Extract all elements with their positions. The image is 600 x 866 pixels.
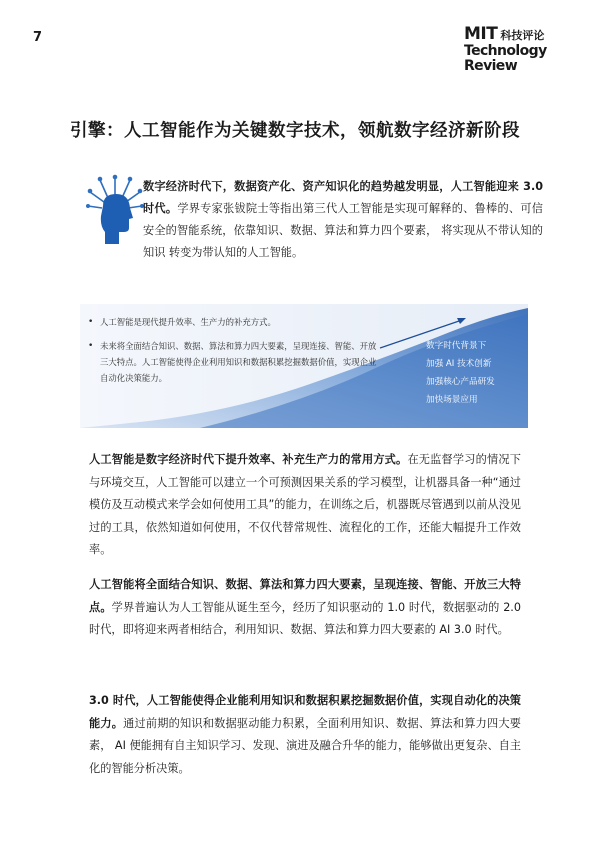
summary-banner [80,304,528,428]
paragraph-four-elements [89,574,521,642]
section-title: 引擎：人工智能作为关键数字技术，领航数字经济新阶段 [70,121,520,141]
intro-lead: 数字经济时代下，数据资产化、资产知识化的趋势越发明显，人工智能迎来 3.0 时代。 [143,180,543,215]
banner-trend-list [426,337,526,409]
paragraph-lead: 3.0 时代，人工智能使得企业能利用知识和数据积累挖掘数据价值，实现自动化的决策能力。 [89,694,521,730]
banner-bullet: • 人工智能是现代提升效率、生产力的补充方式。 [86,314,382,330]
mit-technology-review-logo [464,26,574,73]
brand-mit: MIT [464,24,498,44]
banner-bullet: • 未来将全面结合知识、数据、算法和算力四大要素，呈现连接、智能、开放三大特点。人工智能使得企业利用知识和数据积累挖掘数据价值，实现企业自动化决策能力。 [86,338,382,386]
paragraph-efficiency [89,449,521,562]
paragraph-body: 学界普遍认为人工智能从诞生至今，经历了知识驱动的 1.0 时代，数据驱动的 2.0 时代，即将迎来两者相结合，利用知识、数据、算法和算力四大要素的 AI 3.0 时代。 [89,600,521,636]
brand-review: Review [464,58,518,74]
paragraph-lead: 人工智能是数字经济时代下提升效率、补充生产力的常用方式。 [89,453,408,466]
brand-technology: Technology [464,43,547,59]
page-number: 7 [33,30,43,45]
intro-text [143,176,543,264]
intro-body: 学界专家张钹院士等指出第三代人工智能是实现可解释的、鲁棒的、可信安全的智能系统，依靠知识、数据、算法和算力四个要素， 将实现从不带认知的 知识 转变为带认知的人工智能。 [143,202,543,259]
trend-item: 加强核心产品研发 [426,377,495,387]
paragraph-ai-3-0 [89,690,521,780]
banner-bullet-list [86,314,382,394]
trend-item: 加快场景应用 [426,395,478,405]
paragraph-lead: 人工智能将全面结合知识、数据、算法和算力四大要素，呈现连接、智能、开放三大特点。 [89,578,521,614]
brand-cn: 科技评论 [500,29,545,42]
paragraph-body: 在无监督学习的情况下与环境交互，人工智能可以建立一个可预测因果关系的学习模型，让机器具备一种“通过模仿及互动模式来学会如何使用工具”的能力，在训练之后，机器既尽管遇到以前从没见过的工具，依然知道如何使用，不仅代替常规性、流程化的工作，还能大幅提升工作效率。 [89,453,521,556]
trend-item: 加强 AI 技术创新 [426,359,492,369]
trend-item: 数字时代背景下 [426,341,487,351]
ai-head-circuit-icon [86,172,144,252]
paragraph-body: 通过前期的知识和数据驱动能力积累，全面利用知识、数据、算法和算力四大要素， AI 便能拥有自主知识学习、发现、演进及融合升华的能力，能够做出更复杂、自主化的智能分析决策。 [89,716,522,775]
